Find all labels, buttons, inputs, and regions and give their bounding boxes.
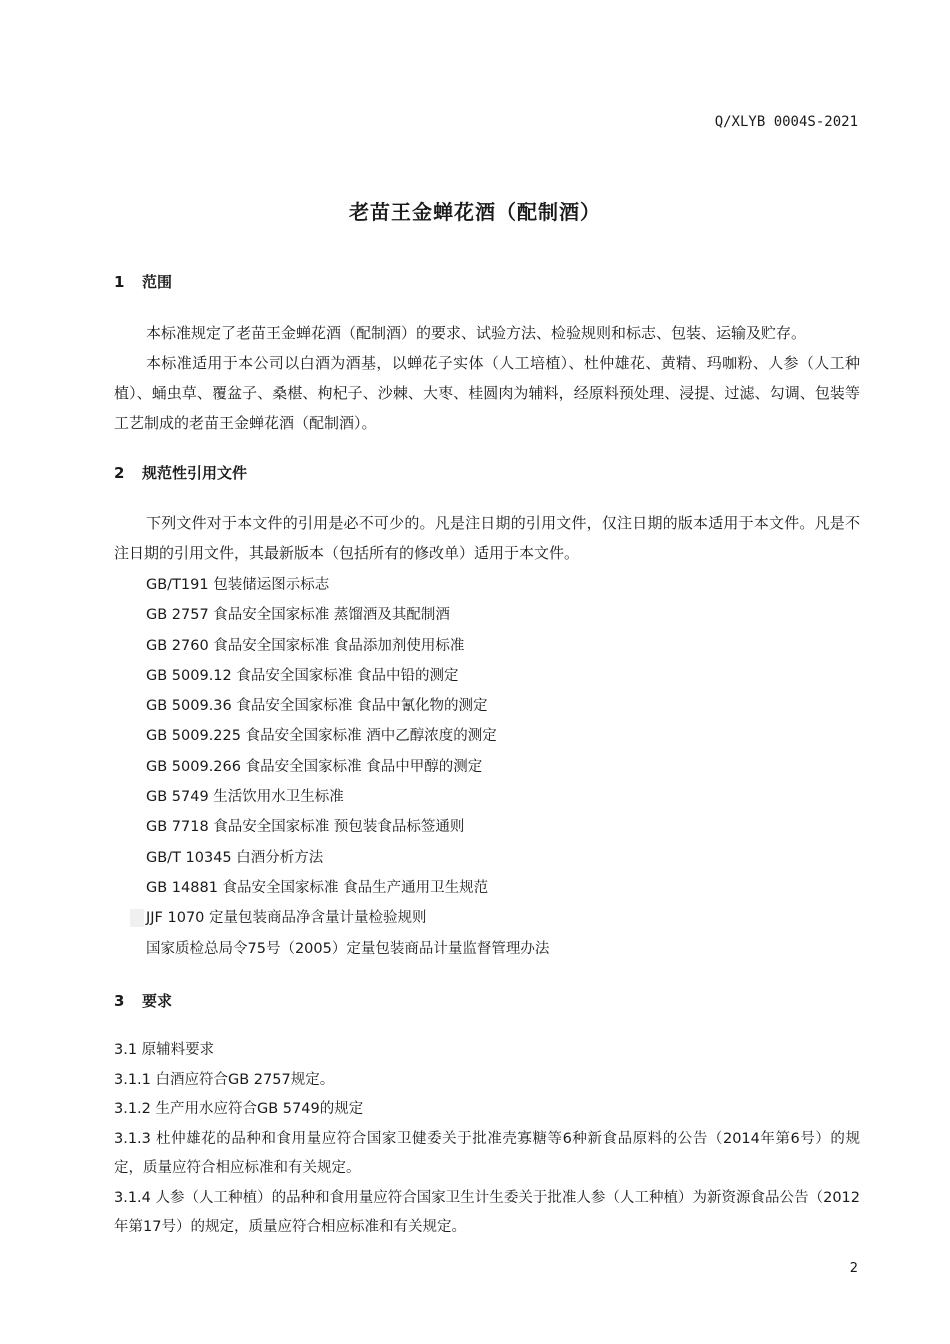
reference-item: 国家质检总局令75号（2005）定量包装商品计量监督管理办法 [146,940,550,957]
document-code: Q/XLYB 0004S-2021 [714,114,858,130]
section-title: 要求 [142,992,173,1010]
section-number: 2 [114,464,125,482]
reference-item: GB 5749 生活饮用水卫生标准 [146,789,344,806]
section-1-paragraph: 本标准规定了老苗王金蝉花酒（配制酒）的要求、试验方法、检验规则和标志、包装、运输及贮存。 [146,324,807,342]
reference-item: GB 14881 食品安全国家标准 食品生产通用卫生规范 [146,879,489,896]
section-title: 规范性引用文件 [142,464,248,482]
requirements-list [114,1036,860,1243]
section-title: 范围 [142,273,173,291]
reference-item: GB 5009.36 食品安全国家标准 食品中氰化物的测定 [146,698,488,715]
reference-item: GB/T 10345 白酒分析方法 [146,849,324,866]
section-3-heading [114,990,172,1011]
requirement-item: 3.1.2 生产用水应符合GB 5749的规定 [114,1101,364,1117]
section-number: 3 [114,992,125,1010]
reference-item: GB/T191 包装储运图示标志 [146,577,330,593]
requirement-item: 3.1 原辅料要求 [114,1042,215,1058]
section-1-heading [114,271,172,292]
reference-item: GB 5009.225 食品安全国家标准 酒中乙醇浓度的测定 [146,728,497,745]
reference-item: GB 2760 食品安全国家标准 食品添加剂使用标准 [146,637,465,654]
requirement-item: 3.1.3 杜仲雄花的品种和食用量应符合国家卫健委关于批准壳寡糖等6种新食品原料的公告（2014年第6号）的规定，质量应符合相应标准和有关规定。 [114,1130,860,1176]
section-1-paragraph: 本标准适用于本公司以白酒为酒基，以蝉花子实体（人工培植）、杜仲雄花、黄精、玛咖粉、人参（人工种植）、蛹虫草、覆盆子、桑椹、枸杞子、沙棘、大枣、桂圆肉为辅料，经原料预处理、浸提、过滤、勾调、包装等工艺制成的老苗王金蝉花酒（配制酒）。 [114,354,860,432]
requirement-item: 3.1.4 人参（人工种植）的品种和食用量应符合国家卫生计生委关于批准人参（人工种植）为新资源食品公告（2012年第17号）的规定，质量应符合相应标准和有关规定。 [114,1189,860,1235]
requirement-item: 3.1.1 白酒应符合GB 2757规定。 [114,1071,335,1088]
reference-item: JJF 1070 定量包装商品净含量计量检验规则 [146,903,549,933]
page-number: 2 [849,1261,858,1276]
reference-item: GB 5009.12 食品安全国家标准 食品中铅的测定 [146,667,459,684]
reference-item: GB 7718 食品安全国家标准 预包装食品标签通则 [146,819,465,836]
document-title: 老苗王金蝉花酒（配制酒） [349,200,601,224]
reference-item: GB 5009.266 食品安全国家标准 食品中甲醇的测定 [146,758,483,775]
reference-item: GB 2757 食品安全国家标准 蒸馏酒及其配制酒 [146,607,450,624]
section-2-heading [114,462,247,483]
reference-list [146,570,549,964]
section-2-intro: 下列文件对于本文件的引用是必不可少的。凡是注日期的引用文件，仅注日期的版本适用于本文件。凡是不注日期的引用文件，其最新版本（包括所有的修改单）适用于本文件。 [114,514,860,562]
section-number: 1 [114,273,125,291]
